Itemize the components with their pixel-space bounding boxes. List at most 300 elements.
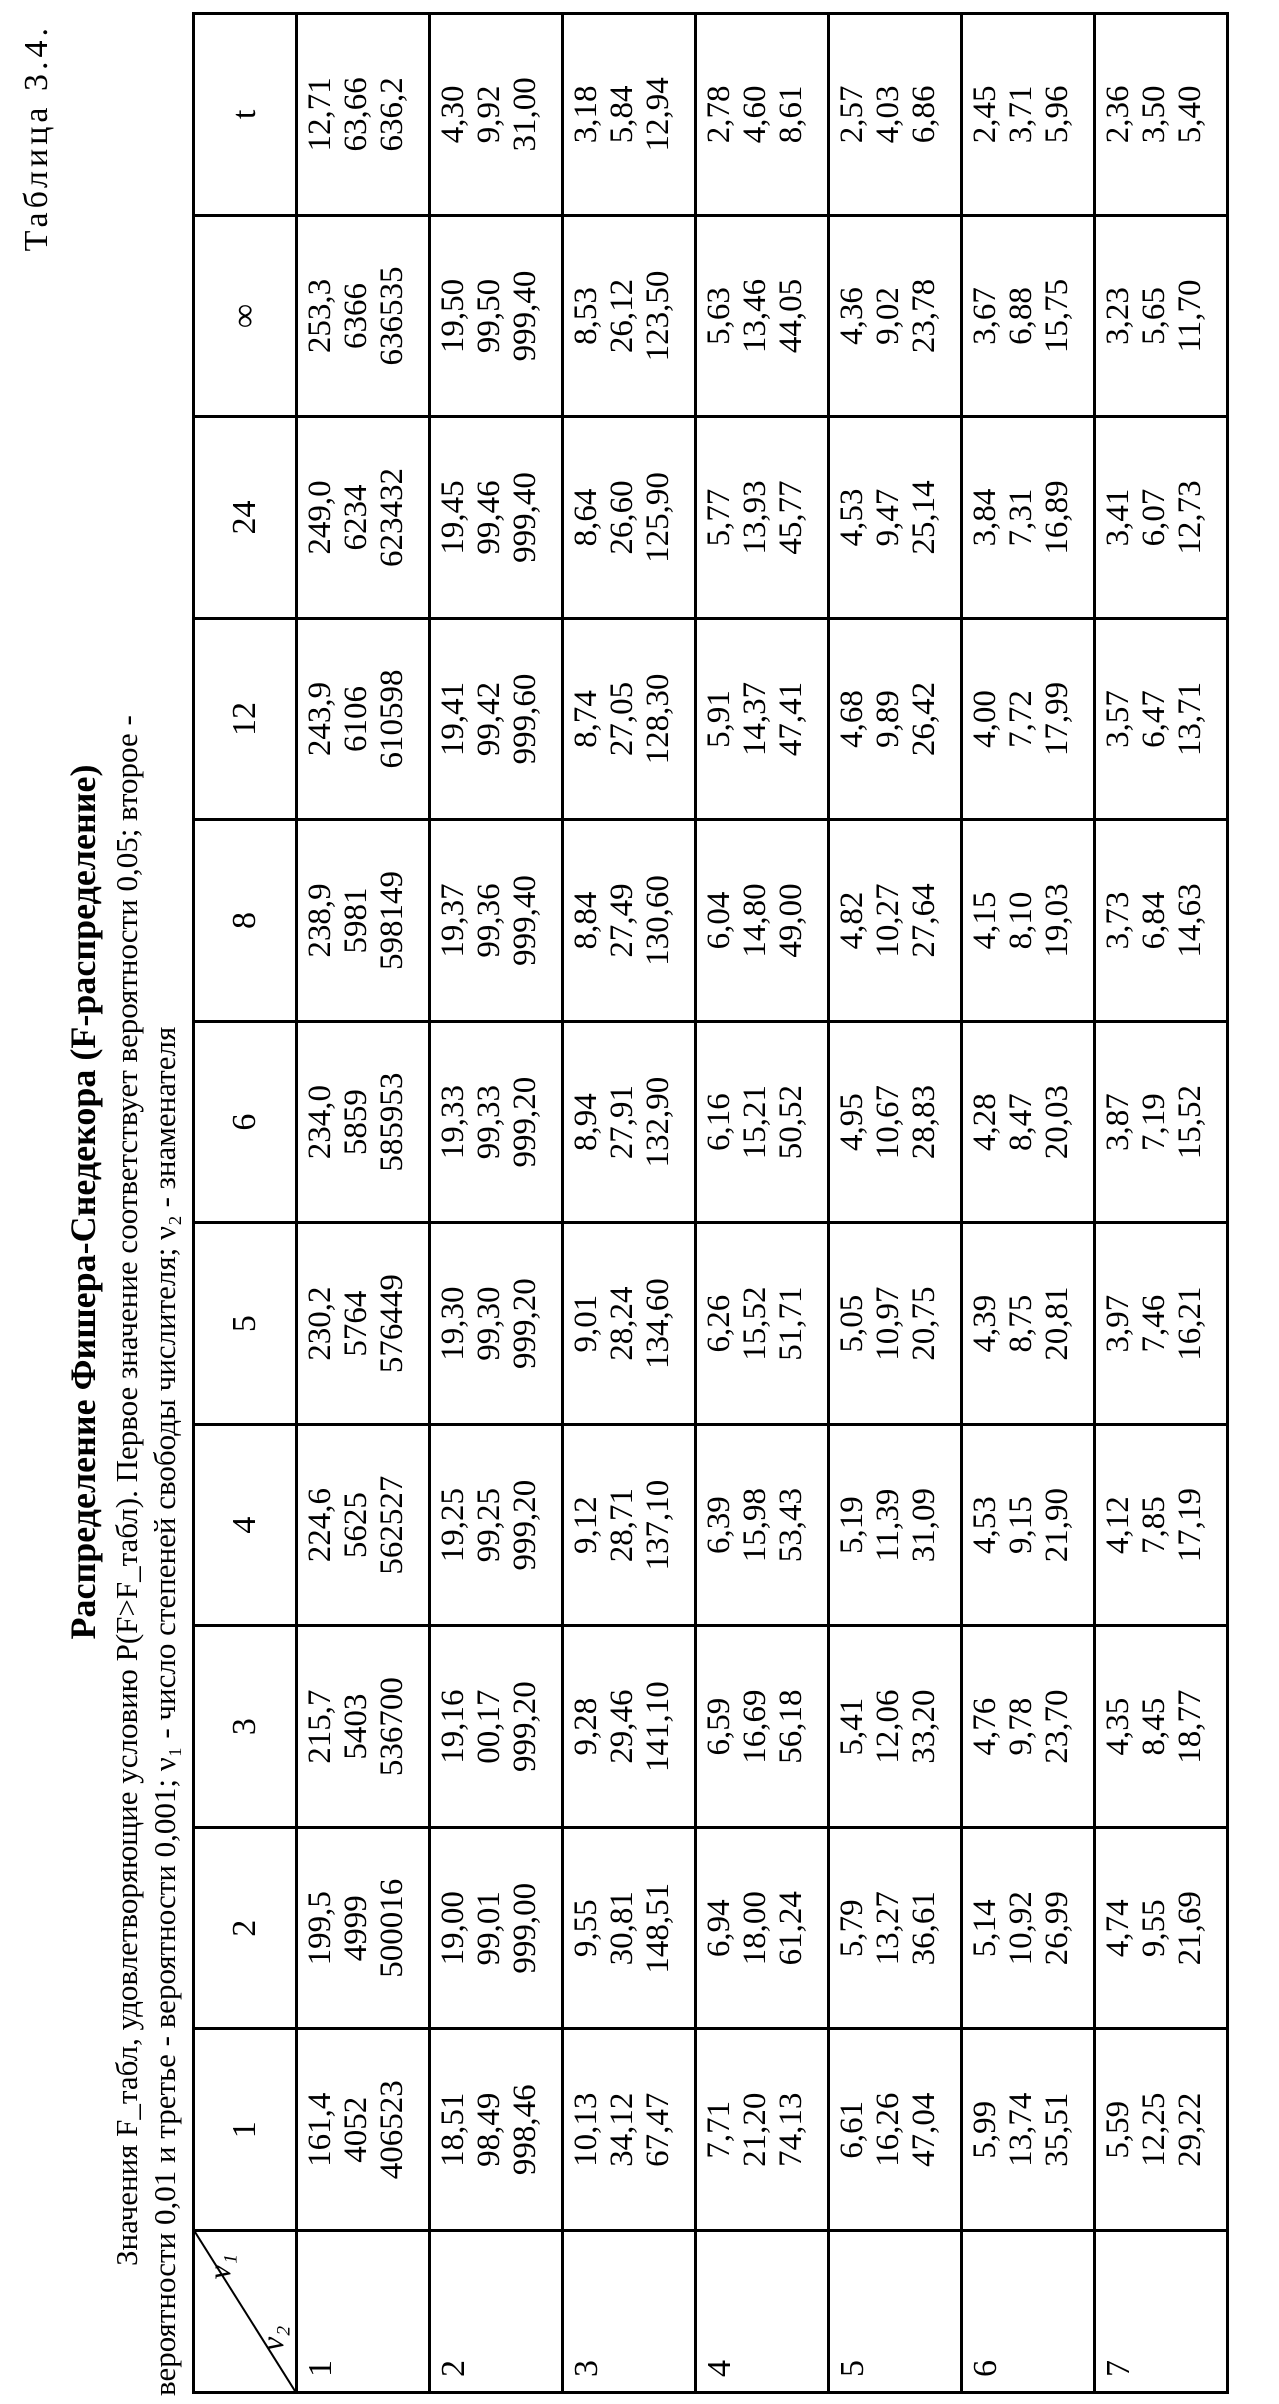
cell-value: 576449 <box>374 1274 410 1374</box>
cell-value: 6,59 <box>701 1697 737 1756</box>
cell-value: 6,39 <box>701 1496 737 1555</box>
cell-value: 99,36 <box>471 883 507 958</box>
row-header: 6 <box>962 2231 1095 2393</box>
table-cell <box>297 215 430 417</box>
row-header: 5 <box>829 2231 962 2393</box>
cell-value: 00,17 <box>471 1689 507 1764</box>
table-cell <box>962 618 1095 820</box>
table-cell <box>1095 1827 1228 2029</box>
cell-value: 14,63 <box>1172 883 1208 958</box>
table-cell <box>962 1626 1095 1828</box>
cell-value: 4,15 <box>967 891 1003 950</box>
cell-value: 636535 <box>374 266 410 366</box>
cell-value: 598149 <box>374 871 410 971</box>
cell-value: 9,15 <box>1003 1496 1039 1555</box>
cell-value: 610598 <box>374 669 410 769</box>
cell-value: 9,47 <box>870 488 906 547</box>
cell-value: 13,93 <box>737 480 773 555</box>
cell-value: 6,84 <box>1136 891 1172 950</box>
cell-value: 3,71 <box>1003 85 1039 144</box>
table-cell <box>962 1021 1095 1223</box>
table-cell <box>829 1827 962 2029</box>
nu2-label: ν₂ <box>254 2325 290 2351</box>
cell-value: 6,94 <box>701 1899 737 1958</box>
cell-value: 234,0 <box>302 1084 338 1160</box>
cell-value: 19,45 <box>435 480 471 555</box>
cell-value: 8,64 <box>568 488 604 547</box>
cell-value: 5,96 <box>1039 85 1075 144</box>
cell-value: 16,21 <box>1172 1286 1208 1361</box>
cell-value: 4,68 <box>834 690 870 748</box>
cell-value: 8,47 <box>1003 1093 1039 1151</box>
cell-value: 4,03 <box>870 85 906 144</box>
column-header: 5 <box>194 1223 297 1425</box>
table-cell <box>1095 1424 1228 1626</box>
cell-value: 123,50 <box>640 270 676 362</box>
cell-value: 11,39 <box>870 1488 906 1562</box>
cell-value: 4052 <box>338 2096 374 2163</box>
cell-value: 18,00 <box>737 1891 773 1966</box>
cell-value: 13,71 <box>1172 681 1208 757</box>
column-header: 6 <box>194 1021 297 1223</box>
cell-value: 45,77 <box>773 480 809 555</box>
row-header: 1 <box>297 2231 430 2393</box>
cell-value: 10,92 <box>1003 1891 1039 1966</box>
cell-value: 31,00 <box>507 77 543 152</box>
table-cell <box>696 1827 829 2029</box>
table-row <box>829 14 962 2393</box>
cell-value: 26,99 <box>1039 1891 1075 1966</box>
cell-value: 7,31 <box>1003 488 1039 547</box>
cell-value: 15,52 <box>737 1286 773 1361</box>
cell-value: 5,91 <box>701 690 737 748</box>
cell-value: 238,9 <box>302 883 338 958</box>
cell-value: 9,02 <box>870 287 906 345</box>
table-cell <box>563 215 696 417</box>
table-description <box>108 12 184 2396</box>
cell-value: 47,04 <box>906 2092 942 2167</box>
cell-value: 6,47 <box>1136 690 1172 748</box>
table-row <box>430 14 563 2393</box>
cell-value: 27,49 <box>604 883 640 958</box>
cell-value: 3,97 <box>1100 1294 1136 1353</box>
cell-value: 10,13 <box>568 2092 604 2167</box>
cell-value: 20,03 <box>1039 1084 1075 1160</box>
table-cell <box>829 417 962 619</box>
cell-value: 21,90 <box>1039 1488 1075 1563</box>
table-cell <box>430 618 563 820</box>
cell-value: 4,53 <box>834 488 870 547</box>
cell-value: 6234 <box>338 484 374 551</box>
cell-value: 999,20 <box>507 1076 543 1168</box>
cell-value: 562527 <box>374 1475 410 1575</box>
table-cell <box>1095 14 1228 216</box>
cell-value: 9,89 <box>870 690 906 748</box>
cell-value: 3,18 <box>568 85 604 144</box>
cell-value: 4,60 <box>737 85 773 144</box>
cell-value: 141,10 <box>640 1681 676 1773</box>
cell-value: 4,12 <box>1100 1496 1136 1555</box>
nu1-label: ν₁ <box>201 2254 237 2280</box>
table-cell <box>962 14 1095 216</box>
cell-value: 585953 <box>374 1072 410 1172</box>
cell-value: 99,01 <box>471 1891 507 1966</box>
cell-value: 9,78 <box>1003 1697 1039 1756</box>
table-cell <box>829 14 962 216</box>
cell-value: 20,81 <box>1039 1286 1075 1361</box>
cell-value: 19,41 <box>435 681 471 757</box>
description-line-1: Значения F_табл, удовлетворяющие условию P(F>F_табл). Первое значение соответствует вероятности 0,05; второе - <box>109 715 144 2266</box>
table-cell <box>696 2029 829 2231</box>
cell-value: 8,74 <box>568 690 604 748</box>
cell-value: 67,47 <box>640 2092 676 2167</box>
cell-value: 5403 <box>338 1693 374 1760</box>
cell-value: 10,97 <box>870 1286 906 1361</box>
cell-value: 9,92 <box>471 85 507 144</box>
cell-value: 253,3 <box>302 278 338 354</box>
cell-value: 3,50 <box>1136 85 1172 144</box>
cell-value: 4,76 <box>967 1697 1003 1756</box>
cell-value: 161,4 <box>302 2092 338 2167</box>
table-cell <box>297 417 430 619</box>
cell-value: 19,50 <box>435 278 471 354</box>
cell-value: 500016 <box>374 1878 410 1978</box>
cell-value: 99,50 <box>471 278 507 354</box>
table-cell <box>1095 2029 1228 2231</box>
table-cell <box>430 1626 563 1828</box>
table-cell <box>962 417 1095 619</box>
cell-value: 536700 <box>374 1677 410 1777</box>
cell-value: 5,63 <box>701 287 737 345</box>
cell-value: 5,59 <box>1100 2100 1136 2159</box>
cell-value: 6,26 <box>701 1294 737 1353</box>
column-header: ∞ <box>194 215 297 417</box>
cell-value: 25,14 <box>906 480 942 555</box>
cell-value: 10,67 <box>870 1084 906 1160</box>
cell-value: 999,20 <box>507 1278 543 1369</box>
cell-value: 7,19 <box>1136 1093 1172 1151</box>
cell-value: 3,73 <box>1100 891 1136 950</box>
cell-value: 406523 <box>374 2080 410 2180</box>
cell-value: 74,13 <box>773 2092 809 2167</box>
corner-cell <box>194 2231 297 2393</box>
cell-value: 5,41 <box>834 1697 870 1756</box>
cell-value: 16,26 <box>870 2092 906 2167</box>
cell-value: 34,12 <box>604 2092 640 2167</box>
table-cell <box>430 820 563 1022</box>
cell-value: 44,05 <box>773 278 809 354</box>
column-header: t <box>194 14 297 216</box>
table-cell <box>297 14 430 216</box>
cell-value: 2,57 <box>834 85 870 144</box>
cell-value: 9,55 <box>568 1899 604 1958</box>
cell-value: 249,0 <box>302 480 338 555</box>
cell-value: 33,20 <box>906 1689 942 1764</box>
cell-value: 47,41 <box>773 681 809 757</box>
cell-value: 19,00 <box>435 1891 471 1966</box>
cell-value: 999,20 <box>507 1479 543 1571</box>
table-cell <box>297 2029 430 2231</box>
cell-value: 23,70 <box>1039 1689 1075 1764</box>
cell-value: 6,04 <box>701 891 737 950</box>
cell-value: 148,51 <box>640 1882 676 1974</box>
cell-value: 9,28 <box>568 1697 604 1756</box>
cell-value: 3,84 <box>967 488 1003 547</box>
cell-value: 5,84 <box>604 85 640 144</box>
cell-value: 623432 <box>374 467 410 567</box>
table-cell <box>696 215 829 417</box>
cell-value: 999,60 <box>507 673 543 765</box>
cell-value: 999,20 <box>507 1681 543 1773</box>
table-cell <box>297 1021 430 1223</box>
table-cell <box>962 1424 1095 1626</box>
cell-value: 27,64 <box>906 883 942 958</box>
cell-value: 15,21 <box>737 1084 773 1160</box>
cell-value: 36,61 <box>906 1891 942 1966</box>
table-cell <box>430 1223 563 1425</box>
cell-value: 998,46 <box>507 2084 543 2176</box>
table-cell <box>829 1424 962 1626</box>
table-cell <box>563 1021 696 1223</box>
cell-value: 19,16 <box>435 1689 471 1764</box>
cell-value: 19,25 <box>435 1488 471 1563</box>
table-cell <box>563 618 696 820</box>
cell-value: 28,83 <box>906 1084 942 1160</box>
cell-value: 6366 <box>338 282 374 349</box>
cell-value: 8,61 <box>773 85 809 144</box>
table-cell <box>297 618 430 820</box>
cell-value: 23,78 <box>906 278 942 354</box>
cell-value: 8,75 <box>1003 1294 1039 1353</box>
cell-value: 4,30 <box>435 85 471 144</box>
cell-value: 14,80 <box>737 883 773 958</box>
cell-value: 8,45 <box>1136 1697 1172 1756</box>
cell-value: 12,73 <box>1172 480 1208 555</box>
cell-value: 4,39 <box>967 1294 1003 1353</box>
table-cell <box>696 14 829 216</box>
cell-value: 29,22 <box>1172 2092 1208 2167</box>
cell-value: 16,89 <box>1039 480 1075 555</box>
cell-value: 7,85 <box>1136 1496 1172 1555</box>
cell-value: 5764 <box>338 1290 374 1357</box>
cell-value: 999,40 <box>507 472 543 563</box>
cell-value: 5,99 <box>967 2100 1003 2159</box>
cell-value: 7,72 <box>1003 690 1039 748</box>
table-cell <box>829 215 962 417</box>
cell-value: 12,25 <box>1136 2092 1172 2167</box>
cell-value: 20,75 <box>906 1286 942 1361</box>
column-header: 1 <box>194 2029 297 2231</box>
table-title: Распределение Фишера-Снедекора (F-распределение) <box>63 764 103 1640</box>
table-cell <box>297 1424 430 1626</box>
cell-value: 5,65 <box>1136 287 1172 345</box>
cell-value: 27,91 <box>604 1084 640 1160</box>
cell-value: 30,81 <box>604 1891 640 1966</box>
table-cell <box>1095 1626 1228 1828</box>
cell-value: 19,30 <box>435 1286 471 1361</box>
column-header: 8 <box>194 820 297 1022</box>
cell-value: 6106 <box>338 686 374 753</box>
cell-value: 137,10 <box>640 1479 676 1571</box>
table-cell <box>430 215 563 417</box>
cell-value: 63,66 <box>338 77 374 152</box>
cell-value: 5,79 <box>834 1899 870 1958</box>
table-cell <box>1095 1223 1228 1425</box>
table-cell <box>962 215 1095 417</box>
cell-value: 21,69 <box>1172 1891 1208 1966</box>
cell-value: 21,20 <box>737 2092 773 2167</box>
cell-value: 130,60 <box>640 875 676 966</box>
cell-value: 35,51 <box>1039 2092 1075 2167</box>
table-cell <box>829 1021 962 1223</box>
cell-value: 53,43 <box>773 1488 809 1563</box>
cell-value: 12,06 <box>870 1689 906 1764</box>
cell-value: 230,2 <box>302 1286 338 1361</box>
row-header: 7 <box>1095 2231 1228 2393</box>
cell-value: 15,98 <box>737 1488 773 1563</box>
cell-value: 99,25 <box>471 1488 507 1563</box>
table-cell <box>563 1223 696 1425</box>
cell-value: 4999 <box>338 1895 374 1962</box>
cell-value: 26,12 <box>604 278 640 354</box>
cell-value: 5,19 <box>834 1496 870 1555</box>
cell-value: 99,46 <box>471 480 507 555</box>
cell-value: 19,03 <box>1039 883 1075 958</box>
cell-value: 9,01 <box>568 1294 604 1353</box>
cell-value: 19,37 <box>435 883 471 958</box>
cell-value: 4,53 <box>967 1496 1003 1555</box>
cell-value: 19,33 <box>435 1084 471 1160</box>
cell-value: 125,90 <box>640 472 676 563</box>
cell-value: 8,53 <box>568 287 604 345</box>
cell-value: 5,77 <box>701 488 737 547</box>
table-cell <box>696 1626 829 1828</box>
cell-value: 6,16 <box>701 1093 737 1151</box>
cell-value: 6,61 <box>834 2100 870 2159</box>
table-cell <box>563 1424 696 1626</box>
table-cell <box>696 1424 829 1626</box>
table-cell <box>1095 215 1228 417</box>
table-cell <box>1095 618 1228 820</box>
cell-value: 17,19 <box>1172 1488 1208 1563</box>
cell-value: 999,40 <box>507 875 543 966</box>
cell-value: 5,40 <box>1172 85 1208 144</box>
cell-value: 999,00 <box>507 1882 543 1974</box>
cell-value: 4,35 <box>1100 1697 1136 1756</box>
cell-value: 26,60 <box>604 480 640 555</box>
cell-value: 134,60 <box>640 1278 676 1369</box>
table-cell <box>563 1626 696 1828</box>
table-cell <box>829 1223 962 1425</box>
row-header: 4 <box>696 2231 829 2393</box>
cell-value: 3,87 <box>1100 1093 1136 1151</box>
table-cell <box>563 1827 696 2029</box>
cell-value: 5981 <box>338 887 374 954</box>
table-row <box>563 14 696 2393</box>
cell-value: 8,10 <box>1003 891 1039 950</box>
column-header: 3 <box>194 1626 297 1828</box>
cell-value: 6,86 <box>906 85 942 144</box>
cell-value: 18,51 <box>435 2092 471 2167</box>
table-cell <box>962 820 1095 1022</box>
table-cell <box>430 417 563 619</box>
cell-value: 28,71 <box>604 1488 640 1563</box>
cell-value: 224,6 <box>302 1488 338 1563</box>
table-cell <box>1095 820 1228 1022</box>
cell-value: 4,82 <box>834 891 870 950</box>
cell-value: 4,00 <box>967 690 1003 748</box>
cell-value: 5625 <box>338 1492 374 1559</box>
cell-value: 5859 <box>338 1089 374 1156</box>
table-row <box>696 14 829 2393</box>
cell-value: 128,30 <box>640 673 676 765</box>
cell-value: 99,42 <box>471 681 507 757</box>
cell-value: 14,37 <box>737 681 773 757</box>
cell-value: 3,57 <box>1100 690 1136 748</box>
cell-value: 2,78 <box>701 85 737 144</box>
cell-value: 15,52 <box>1172 1084 1208 1160</box>
table-cell <box>962 2029 1095 2231</box>
cell-value: 13,27 <box>870 1891 906 1966</box>
table-cell <box>430 1827 563 2029</box>
cell-value: 15,75 <box>1039 278 1075 354</box>
table-cell <box>297 1827 430 2029</box>
cell-value: 4,36 <box>834 287 870 345</box>
cell-value: 8,84 <box>568 891 604 950</box>
cell-value: 4,74 <box>1100 1899 1136 1958</box>
cell-value: 99,30 <box>471 1286 507 1361</box>
cell-value: 6,07 <box>1136 488 1172 547</box>
table-number: Таблица 3.4. <box>18 24 55 252</box>
table-cell <box>962 1223 1095 1425</box>
cell-value: 7,46 <box>1136 1294 1172 1353</box>
table-cell <box>696 820 829 1022</box>
table-cell <box>1095 417 1228 619</box>
cell-value: 3,23 <box>1100 287 1136 345</box>
table-cell <box>297 820 430 1022</box>
cell-value: 9,55 <box>1136 1899 1172 1958</box>
table-cell <box>297 1626 430 1828</box>
cell-value: 17,99 <box>1039 681 1075 757</box>
table-cell <box>297 1223 430 1425</box>
cell-value: 132,90 <box>640 1076 676 1168</box>
table-cell <box>430 14 563 216</box>
column-header: 4 <box>194 1424 297 1626</box>
column-header: 12 <box>194 618 297 820</box>
cell-value: 215,7 <box>302 1689 338 1764</box>
cell-value: 28,24 <box>604 1286 640 1361</box>
cell-value: 50,52 <box>773 1084 809 1160</box>
table-row <box>962 14 1095 2393</box>
cell-value: 26,42 <box>906 681 942 757</box>
cell-value: 4,95 <box>834 1093 870 1151</box>
cell-value: 51,71 <box>773 1286 809 1361</box>
row-header: 3 <box>563 2231 696 2393</box>
description-line-2: вероятности 0,01 и третье - вероятности 0,001; ν₁ - число степеней свободы числителя; ν₂ - знаменателя <box>147 1026 182 2396</box>
table-cell <box>829 1626 962 1828</box>
cell-value: 3,67 <box>967 287 1003 345</box>
cell-value: 61,24 <box>773 1891 809 1966</box>
cell-value: 11,70 <box>1172 279 1208 353</box>
table-cell <box>696 1223 829 1425</box>
cell-value: 199,5 <box>302 1891 338 1966</box>
table-row <box>297 14 430 2393</box>
cell-value: 5,14 <box>967 1899 1003 1958</box>
cell-value: 56,18 <box>773 1689 809 1764</box>
cell-value: 13,74 <box>1003 2092 1039 2167</box>
cell-value: 12,94 <box>640 77 676 152</box>
cell-value: 636,2 <box>374 77 410 152</box>
